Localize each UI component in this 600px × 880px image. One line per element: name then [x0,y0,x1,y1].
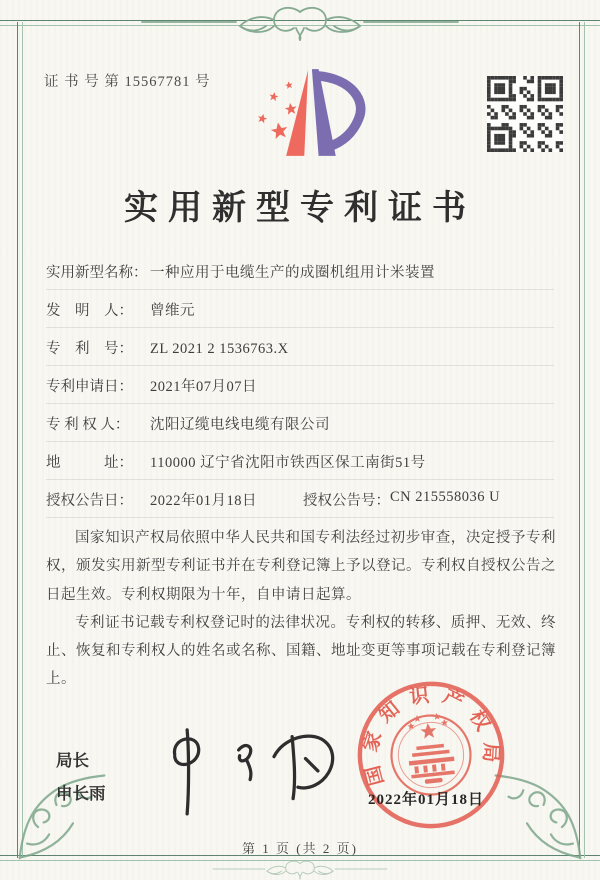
page-number: 第 1 页 (共 2 页) [242,841,358,856]
field-value: 沈阳辽缆电线电缆有限公司 [150,417,330,433]
field-value: 110000 辽宁省沈阳市铁西区保工南街51号 [150,455,426,471]
certificate-title: 实用新型专利证书 [124,190,476,227]
seal-date: 2022年01月18日 [368,792,485,808]
field-value: 曾维元 [150,303,195,319]
field-value: 2022年01月18日 [150,493,257,509]
official-block [56,744,106,810]
bottom-border-flourish [210,858,390,880]
grant-number [303,489,500,510]
field-row-name [46,252,554,290]
field-row-inventor [46,290,554,328]
fields-section [46,252,554,518]
national-emblem-icon [387,710,474,799]
paragraph-register-statement: 专利证书记载专利权登记时的法律状况。专利权的转移、质押、无效、终止、恢复和专利权人的姓名或名称、国籍、地址变更等事项记载在专利登记簿上。 [46,614,556,688]
director-signature [148,722,358,818]
field-value: 一种应用于电缆生产的成圈机组用计米装置 [150,265,435,281]
official-name: 申长雨 [56,784,106,803]
top-border-flourish [140,2,460,42]
official-title: 局长 [56,751,89,770]
field-label: 实用新型名称： [46,265,148,281]
qr-code [487,76,563,152]
seal-text: 国家知识产权局 [359,683,503,788]
field-row-filing-date [46,366,554,404]
field-value: ZL 2021 2 1536763.X [150,341,289,357]
field-row-patentee [46,404,554,442]
frame-left-line [17,22,23,858]
grant-date [46,489,257,510]
field-row-grant [46,480,554,518]
legal-text [46,524,556,694]
field-label: 授权公告日： [46,493,133,509]
cnipa-logo-icon [248,64,372,162]
frame-right-line [579,22,585,858]
field-label: 地 址： [46,455,133,471]
qr-code-svg [487,76,563,152]
field-row-patent-no [46,328,554,366]
field-label: 授权公告号： [303,493,390,509]
field-row-address [46,442,554,480]
field-label: 专利申请日： [46,379,133,395]
field-value: 2021年07月07日 [150,379,257,395]
field-label: 发 明 人： [46,303,133,319]
field-label: 专 利 权 人： [46,417,130,433]
certificate-number: 证 书 号 第 15567781 号 [44,74,211,90]
paragraph-grant-statement: 国家知识产权局依照中华人民共和国专利法经过初步审查，决定授予专利权，颁发实用新型专利证书并在专利登记簿上予以登记。专利权自授权公告之日起生效。专利权期限为十年，自申请日起算。 [46,530,556,603]
field-value: CN 215558036 U [390,489,501,505]
field-label: 专 利 号： [46,341,133,357]
official-seal [344,668,518,842]
